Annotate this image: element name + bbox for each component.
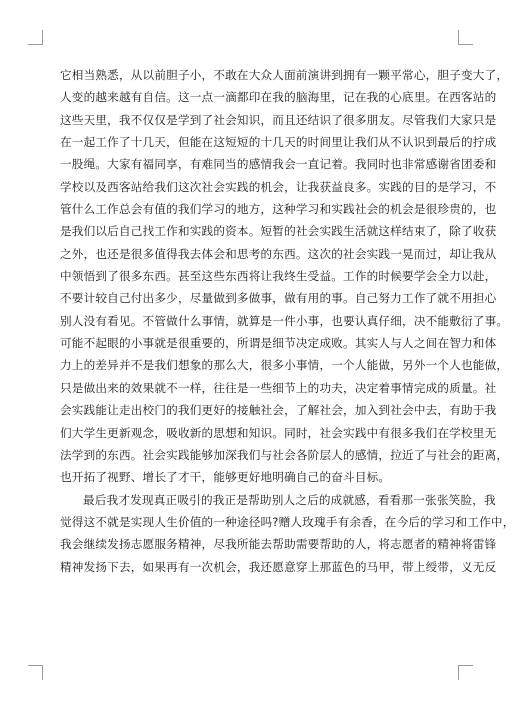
text-line: 也开拓了视野、增长了才干，能够更好地明确自己的奋斗目标。 [60,470,391,485]
crop-mark-bottom-right [458,665,473,680]
body-text [60,64,515,578]
text-line: 人变的越来越有自信。这一点一滴都印在我的脑海里，记在我的心底里。在西客站的 [60,90,497,105]
text-line: 中领悟到了很多东西。甚至这些东西将让我终生受益。工作的时候要学会全力以赴， [60,269,497,284]
text-line: 只是做出来的效果就不一样，往往是一些细节上的功夫，决定着事情完成的质量。社 [60,380,497,395]
text-line: 它相当熟悉，从以前胆子小，不敢在大众人面前演讲到拥有一颗平常心，胆子变大了， [60,68,509,82]
text-line: 精神发扬下去，如果再有一次机会，我还愿意穿上那蓝色的马甲，带上绶带，义无反 [60,559,497,574]
crop-mark-bottom-left [28,665,43,680]
text-line: 可能不起眼的小事就是很重要的，所谓是细节决定成败。其实人与人之间在智力和体 [60,336,497,351]
text-line: 力上的差异并不是我们想象的那么大，很多小事情，一个人能做，另外一个人也能做， [60,358,509,373]
text-line: 一股绳。大家有福同享，有难同当的感情我会一直记着。我同时也非常感谢省团委和 [60,157,497,172]
text-line: 在一起工作了十几天，但能在这短短的十几天的时间里让我们从不认识到最后的拧成 [60,135,497,150]
text-line: 这些天里，我不仅仅是学到了社会知识，而且还结识了很多朋友。尽管我们大家只是 [60,112,497,127]
crop-mark-top-left [28,30,43,45]
text-line: 们大学生更新观念，吸收新的思想和知识。同时，社会实践中有很多我们在学校里无 [60,425,497,440]
text-line: 学校以及西客站给我们这次社会实践的机会，让我获益良多。实践的目的是学习，不 [60,179,497,194]
text-line: 我会继续发扬志愿服务精神，尽我所能去帮助需要帮助的人，将志愿者的精神将雷锋 [60,537,497,552]
text-line: 会实践能让走出校门的我们更好的接触社会，了解社会，加入到社会中去，有助于我 [60,403,497,418]
crop-mark-top-right [458,30,473,45]
text-line: 之外，也还是很多值得我去体会和思考的东西。这次的社会实践一晃而过，却让我从 [60,246,497,261]
text-line: 不要计较自己付出多少，尽量做到多做事，做有用的事。自己努力工作了就不用担心 [60,291,497,306]
paragraph-start-line: 最后我才发现真正吸引的我正是帮助别人之后的成就感，看看那一张张笑脸，我 [83,492,496,507]
text-line: 觉得这不就是实现人生价值的一种途径吗?赠人玫瑰手有余香，在今后的学习和工作中， [60,514,515,529]
text-line: 别人没有看见。不管做什么事情，就算是一件小事，也要认真仔细，决不能敷衍了事。 [60,313,509,328]
text-line: 是我们以后自己找工作和实践的资本。短暂的社会实践生活就这样结束了，除了收获 [60,224,497,239]
text-line: 法学到的东西。社会实践能够加深我们与社会各阶层人的感情，拉近了与社会的距离， [60,447,509,462]
text-line: 管什么工作总会有值的我们学习的地方，这种学习和实践社会的机会是很珍贵的，也 [60,202,497,217]
